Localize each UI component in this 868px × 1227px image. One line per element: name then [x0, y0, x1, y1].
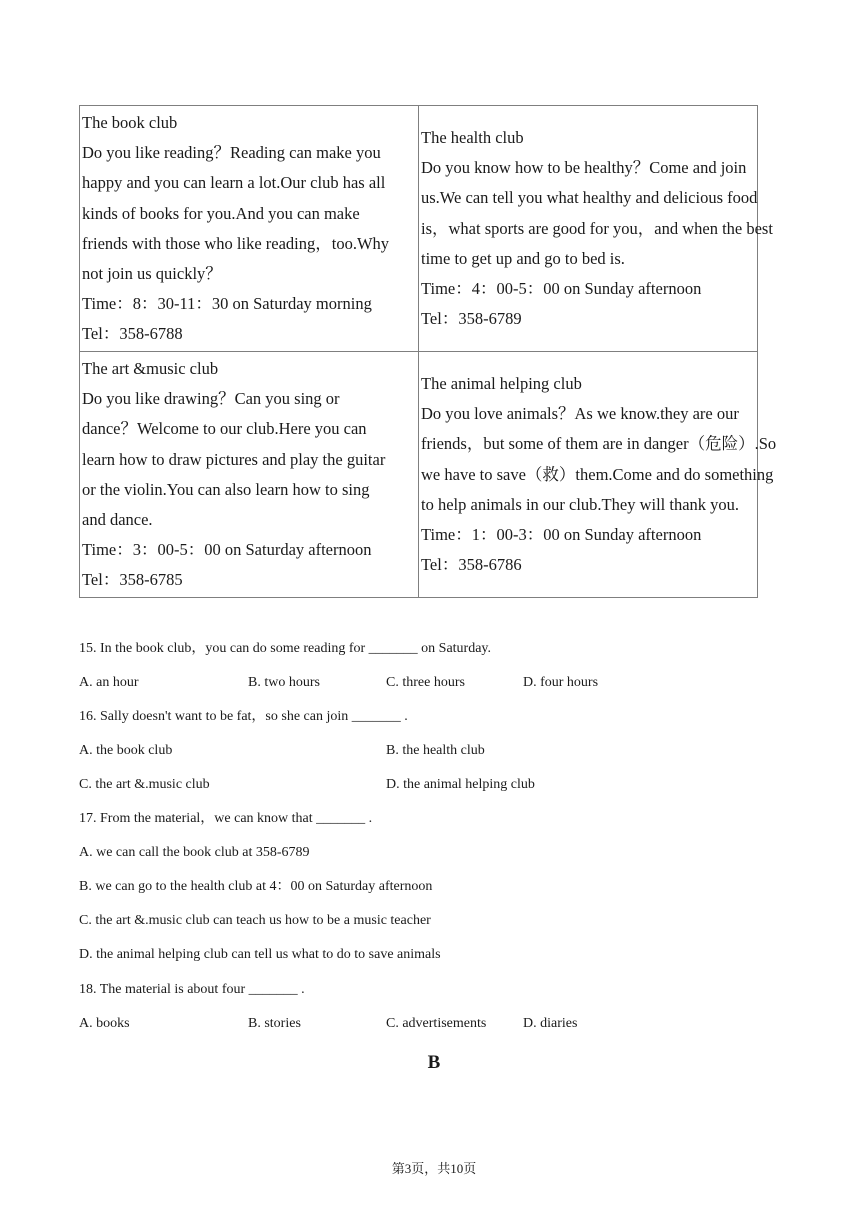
animal-club-tel: Tel：358-6786	[421, 555, 522, 575]
q15-option-d: D. four hours	[523, 675, 599, 690]
q16-option-b: B. the health club	[386, 743, 485, 758]
q17-option-a: A. we can call the book club at 358-6789	[79, 845, 310, 860]
health-club-text: time to get up and go to bed is.	[421, 248, 625, 268]
health-club-time: Time：4：00-5：00 on Sunday afternoon	[421, 279, 702, 299]
q16-option-d: D. the animal helping club	[386, 777, 535, 792]
book-club-text: kinds of books for you.And you can make	[82, 203, 360, 223]
art-music-club-time: Time：3：00-5：00 on Saturday afternoon	[82, 540, 372, 560]
animal-club-text: friends，but some of them are in danger（危险）.So	[421, 434, 777, 454]
art-music-club-text: and dance.	[82, 510, 153, 530]
q18-option-d: D. diaries	[523, 1016, 578, 1031]
animal-club-text: to help animals in our club.They will thank you.	[421, 494, 740, 514]
question-15: 15. In the book club，you can do some reading for _______ on Saturday.	[79, 641, 492, 656]
q17-option-d: D. the animal helping club can tell us what to do to save animals	[79, 947, 441, 962]
book-club-time: Time：8：30-11：30 on Saturday morning	[82, 294, 372, 314]
book-club-cell	[80, 106, 419, 352]
book-club-title: The book club	[82, 113, 178, 132]
health-club-text: us.We can tell you what healthy and delicious food	[421, 188, 758, 208]
q16-option-c: C. the art &.music club	[79, 777, 210, 792]
q15-option-a: A. an hour	[79, 675, 139, 690]
animal-club-text: Do you love animals？As we know.they are our	[421, 404, 739, 424]
animal-club-time: Time：1：00-3：00 on Sunday afternoon	[421, 525, 702, 545]
book-club-text: not join us quickly？	[82, 264, 222, 284]
clubs-table	[79, 105, 777, 598]
health-club-text: Do you know how to be healthy？Come and join	[421, 158, 747, 178]
question-18: 18. The material is about four _______ .	[79, 982, 305, 997]
q18-option-b: B. stories	[248, 1016, 301, 1031]
animal-club-cell	[419, 352, 777, 598]
book-club-text: happy and you can learn a lot.Our club has all	[82, 173, 386, 193]
q17-option-c: C. the art &.music club can teach us how to be a music teacher	[79, 913, 431, 928]
section-heading: B	[427, 1052, 441, 1073]
animal-club-text: we have to save（救）them.Come and do something	[421, 464, 774, 484]
art-music-club-text: Do you like drawing？Can you sing or	[82, 389, 340, 409]
q18-option-a: A. books	[79, 1016, 130, 1031]
q15-option-c: C. three hours	[386, 675, 465, 690]
art-music-club-text: or the violin.You can also learn how to sing	[82, 479, 370, 499]
health-club-text: is，what sports are good for you，and when the best	[421, 218, 773, 238]
health-club-tel: Tel：358-6789	[421, 309, 522, 329]
art-music-club-tel: Tel：358-6785	[82, 570, 183, 590]
q15-option-b: B. two hours	[248, 675, 320, 690]
health-club-title: The health club	[421, 128, 524, 147]
art-music-club-text: dance？Welcome to our club.Here you can	[82, 419, 367, 439]
art-music-club-text: learn how to draw pictures and play the guitar	[82, 449, 386, 469]
art-music-club-title: The art &music club	[82, 359, 219, 378]
q16-option-a: A. the book club	[79, 743, 173, 758]
page-footer: 第3页，共10页	[391, 1161, 477, 1176]
book-club-tel: Tel：358-6788	[82, 324, 183, 344]
question-16: 16. Sally doesn't want to be fat，so she can join _______ .	[79, 709, 408, 724]
book-club-text: friends with those who like reading，too.Why	[82, 233, 390, 253]
book-club-text: Do you like reading？Reading can make you	[82, 143, 381, 163]
animal-club-title: The animal helping club	[421, 374, 582, 393]
art-music-club-cell	[80, 352, 419, 598]
q18-option-c: C. advertisements	[386, 1016, 487, 1031]
health-club-cell	[419, 106, 773, 352]
q17-option-b: B. we can go to the health club at 4：00 on Saturday afternoon	[79, 879, 433, 894]
question-17: 17. From the material，we can know that _______ .	[79, 811, 373, 826]
